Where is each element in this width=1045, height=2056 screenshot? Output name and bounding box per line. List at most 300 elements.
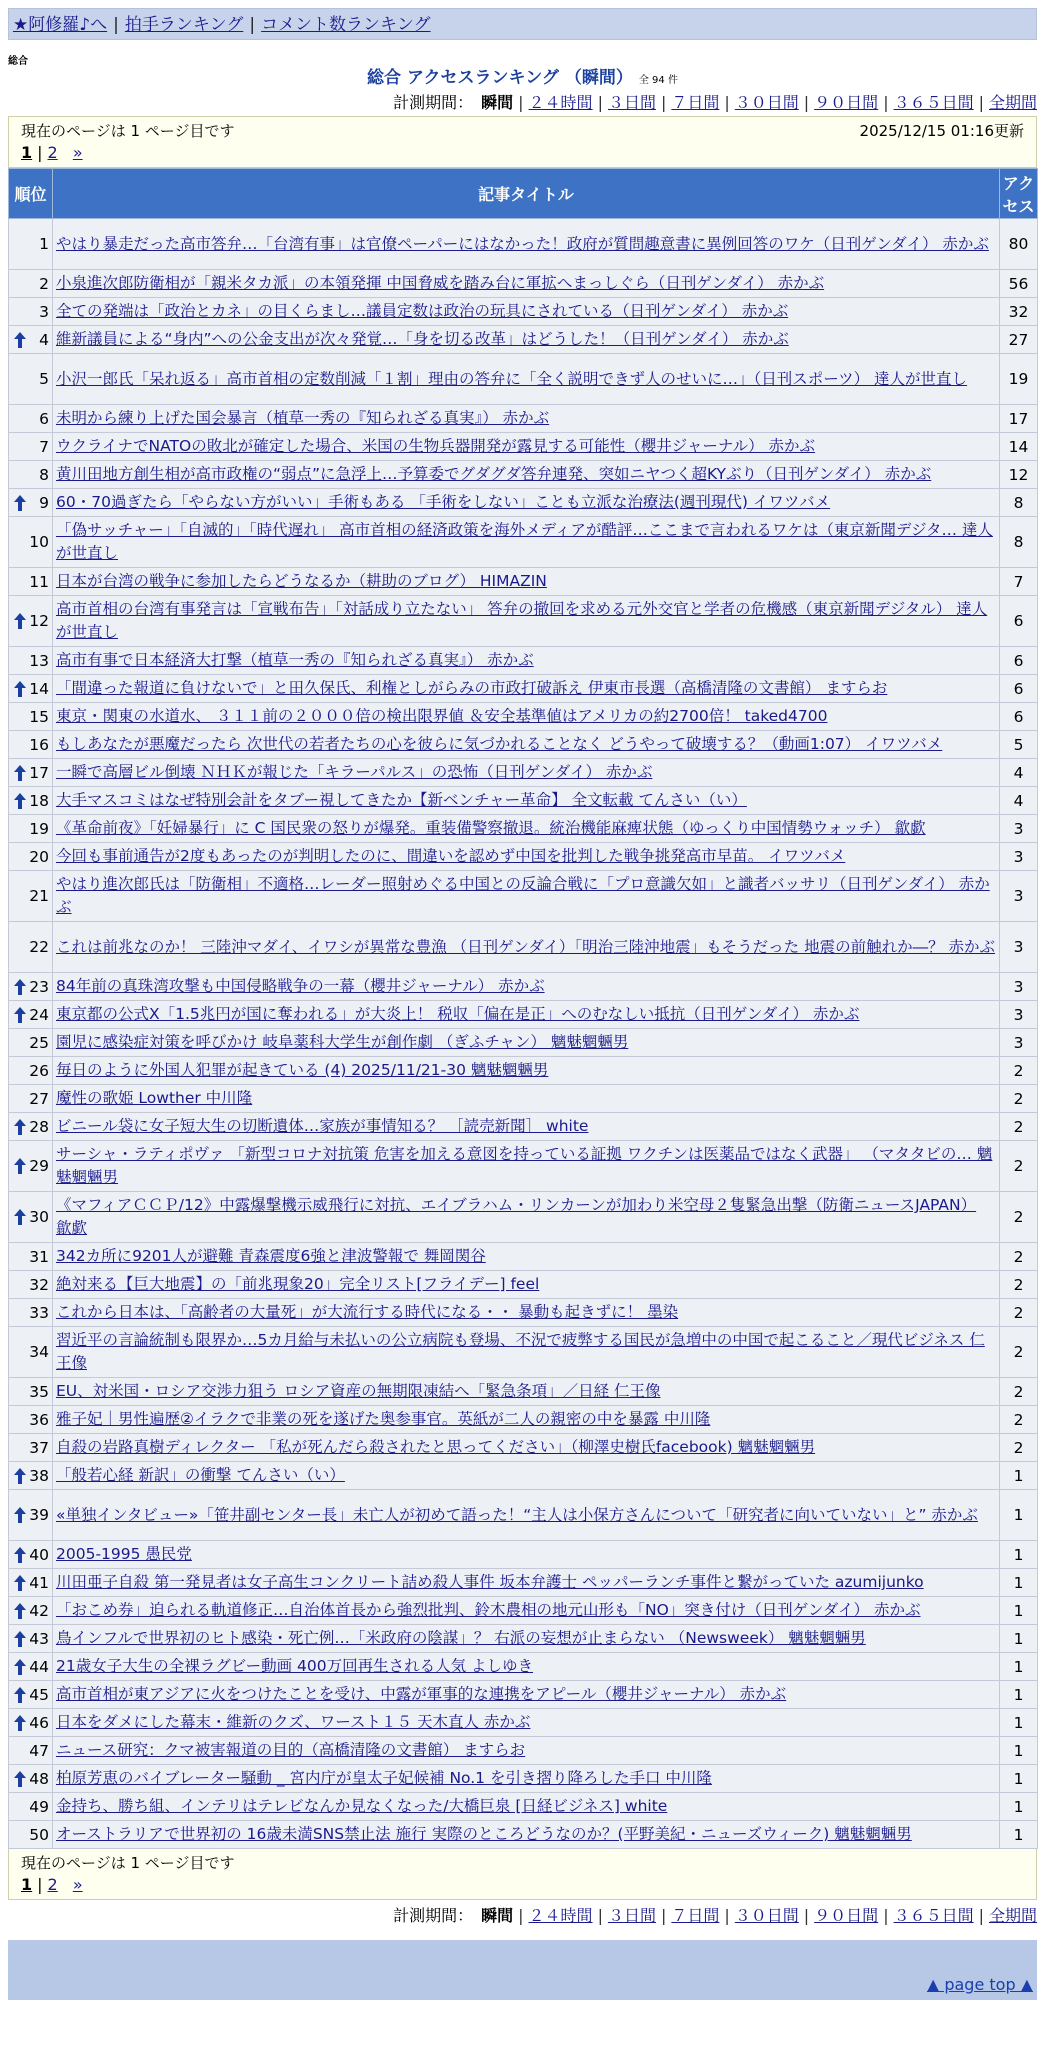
rank-number: 3 bbox=[39, 302, 49, 321]
page-top-link[interactable]: ▲ page top ▲ bbox=[926, 1975, 1033, 1994]
col-access-header: アクセス bbox=[1000, 169, 1038, 219]
access-count: 14 bbox=[1000, 433, 1038, 461]
rank-number: 28 bbox=[29, 1117, 49, 1136]
access-count: 1 bbox=[1000, 1462, 1038, 1490]
title-cell bbox=[53, 1681, 1000, 1709]
table-row bbox=[9, 703, 1038, 731]
table-row bbox=[9, 1653, 1038, 1681]
rank-number: 34 bbox=[29, 1343, 49, 1361]
rank-cell bbox=[9, 703, 53, 731]
period-label: 計測期間： bbox=[393, 1906, 474, 1925]
rank-number: 14 bbox=[29, 679, 49, 698]
rank-cell bbox=[9, 1141, 53, 1192]
article-link[interactable]: ニュース研究：クマ被害報道の目的（高橋清隆の文書館） ますらお bbox=[56, 1741, 526, 1759]
article-link[interactable]: 自殺の岩路真樹ディレクター 「私が死んだら殺されたと思ってください」（柳澤史樹氏facebook) 魑魅魍魎男 bbox=[56, 1438, 816, 1456]
period-sep: | bbox=[518, 1906, 524, 1925]
access-count: 1 bbox=[1000, 1569, 1038, 1597]
access-count: 56 bbox=[1000, 270, 1038, 298]
article-link[interactable]: 黄川田地方創生相が高市政権の“弱点”に急浮上…予算委でグダグダ答弁連発、突如ニヤつく超KYぶり（日刊ゲンダイ） 赤かぶ bbox=[56, 465, 932, 483]
article-link[interactable]: 柏原芳恵のバイブレーター騒動 _ 宮内庁が皇太子妃候補 No.1 を引き摺り降ろした手口 中川隆 bbox=[56, 1769, 712, 1787]
access-count: 1 bbox=[1000, 1541, 1038, 1569]
table-row bbox=[9, 433, 1038, 461]
rank-number: 42 bbox=[29, 1601, 49, 1620]
rank-cell bbox=[9, 759, 53, 787]
rank-up-icon bbox=[14, 1715, 26, 1731]
access-count: 32 bbox=[1000, 298, 1038, 326]
access-count: 3 bbox=[1000, 973, 1038, 1001]
rank-up-icon bbox=[14, 1631, 26, 1647]
access-count: 17 bbox=[1000, 405, 1038, 433]
table-row bbox=[9, 461, 1038, 489]
rank-number: 21 bbox=[29, 887, 49, 905]
title-cell bbox=[53, 1625, 1000, 1653]
title-cell bbox=[53, 922, 1000, 973]
title-cell bbox=[53, 815, 1000, 843]
bottom-period-7[interactable]: 全期間 bbox=[988, 1906, 1037, 1925]
rank-number: 8 bbox=[39, 465, 49, 484]
current-page-text: 現在のページは 1 ページ目です bbox=[21, 122, 235, 140]
article-link[interactable]: 大手マスコミはなぜ特別会計をタブー視してきたか【新ベンチャー革命】 全文転載 てんさい（い） bbox=[56, 791, 747, 809]
article-link[interactable]: 一瞬で高層ビル倒壊 ＮＨＫが報じた「キラーパルス」の恐怖（日刊ゲンダイ） 赤かぶ bbox=[56, 763, 653, 781]
title-cell bbox=[53, 1737, 1000, 1765]
access-count: 6 bbox=[1000, 675, 1038, 703]
rank-number: 44 bbox=[29, 1657, 49, 1676]
table-row bbox=[9, 1271, 1038, 1299]
page-info-bottom bbox=[8, 1849, 1037, 1900]
rank-up-icon bbox=[14, 495, 26, 511]
rank-number: 19 bbox=[29, 819, 49, 838]
rank-cell bbox=[9, 922, 53, 973]
top-period-7[interactable]: 全期間 bbox=[988, 93, 1037, 112]
rank-number: 18 bbox=[29, 791, 49, 810]
current-page-text: 現在のページは 1 ページ目です bbox=[21, 1854, 235, 1872]
article-link[interactable]: 習近平の言論統制も限界か…5カ月給与未払いの公立病院も登場、不況で疲弊する国民が急増中の中国で起こること／現代ビジネス 仁王像 bbox=[56, 1331, 985, 1372]
article-link[interactable]: «単独インタビュー»「笹井副センター長」未亡人が初めて語った！“主人は小保方さんについて「研究者に向いていない」と” 赤かぶ bbox=[56, 1505, 978, 1524]
title-cell bbox=[53, 1821, 1000, 1849]
access-count: 2 bbox=[1000, 1378, 1038, 1406]
period-sep: | bbox=[660, 93, 667, 112]
nav-sep: | bbox=[249, 15, 256, 35]
pager-page-link[interactable]: 2 bbox=[47, 1875, 58, 1894]
rank-number: 36 bbox=[29, 1410, 49, 1429]
table-row bbox=[9, 787, 1038, 815]
access-count: 1 bbox=[1000, 1681, 1038, 1709]
access-count: 2 bbox=[1000, 1192, 1038, 1243]
table-row bbox=[9, 1113, 1038, 1141]
title-cell bbox=[53, 461, 1000, 489]
access-count: 1 bbox=[1000, 1821, 1038, 1849]
article-link[interactable]: 高市首相の台湾有事発言は「宣戦布告」「対話成り立たない」 答弁の撤回を求める元外交官と学者の危機感（東京新聞デジタル） 達人が世直し bbox=[56, 600, 988, 641]
rank-cell bbox=[9, 731, 53, 759]
period-sep: | bbox=[660, 1906, 667, 1925]
period-sep: | bbox=[597, 93, 603, 112]
rank-up-icon bbox=[14, 1007, 26, 1023]
rank-cell bbox=[9, 787, 53, 815]
ranking-title: 総合 アクセスランキング （瞬間） bbox=[367, 68, 633, 88]
home-link[interactable]: ★阿修羅♪へ bbox=[13, 15, 108, 35]
table-row bbox=[9, 517, 1038, 568]
table-row bbox=[9, 1057, 1038, 1085]
rank-cell bbox=[9, 973, 53, 1001]
rank-cell bbox=[9, 1625, 53, 1653]
article-link[interactable]: 園児に感染症対策を呼びかけ 岐阜薬科大学生が創作劇 （ぎふチャン） 魑魅魍魎男 bbox=[56, 1033, 629, 1051]
rank-cell bbox=[9, 1327, 53, 1378]
title-cell bbox=[53, 1001, 1000, 1029]
title-cell bbox=[53, 1709, 1000, 1737]
rank-cell bbox=[9, 1793, 53, 1821]
page bbox=[8, 8, 1037, 2000]
rank-number: 27 bbox=[29, 1089, 49, 1108]
article-link[interactable]: 2005-1995 愚民党 bbox=[56, 1545, 192, 1563]
table-row bbox=[9, 326, 1038, 354]
access-count: 3 bbox=[1000, 871, 1038, 922]
rank-cell bbox=[9, 1406, 53, 1434]
title-cell bbox=[53, 1271, 1000, 1299]
title-cell bbox=[53, 973, 1000, 1001]
article-link[interactable]: 魔性の歌姫 Lowther 中川隆 bbox=[56, 1089, 253, 1107]
rank-cell bbox=[9, 1709, 53, 1737]
access-count: 27 bbox=[1000, 326, 1038, 354]
title-cell bbox=[53, 596, 1000, 647]
article-link[interactable]: ビニール袋に女子短大生の切断遺体…家族が事情知る？ ［読売新聞］ white bbox=[56, 1117, 589, 1135]
rank-cell bbox=[9, 270, 53, 298]
comment-ranking-link[interactable]: コメント数ランキング bbox=[261, 15, 431, 35]
title-cell bbox=[53, 703, 1000, 731]
top-period-1[interactable]: ２４時間 bbox=[528, 93, 593, 112]
rank-number: 17 bbox=[29, 763, 49, 782]
access-count: 3 bbox=[1000, 815, 1038, 843]
top-period-4[interactable]: ３０日間 bbox=[734, 93, 799, 112]
article-link[interactable]: 日本をダメにした幕末・維新のクズ、ワースト１５ 天木直人 赤かぶ bbox=[56, 1713, 531, 1731]
rank-cell bbox=[9, 1378, 53, 1406]
pager bbox=[21, 142, 1024, 164]
table-row bbox=[9, 1299, 1038, 1327]
table-row bbox=[9, 270, 1038, 298]
period-sep: | bbox=[978, 1906, 984, 1925]
rank-number: 2 bbox=[39, 274, 49, 293]
article-link[interactable]: 《革命前夜》「妊婦暴行」に C 国民衆の怒りが爆発。重装備警察撤退。統治機能麻痺状態（ゆっくり中国情勢ウォッチ） 歙歔 bbox=[56, 819, 926, 837]
top-period-6[interactable]: ３６５日間 bbox=[893, 93, 974, 112]
rank-cell bbox=[9, 871, 53, 922]
rank-up-icon bbox=[14, 1158, 26, 1174]
title-cell bbox=[53, 1327, 1000, 1378]
bottom-period-6[interactable]: ３６５日間 bbox=[893, 1906, 974, 1925]
period-sep: | bbox=[597, 1906, 603, 1925]
rank-number: 11 bbox=[29, 572, 49, 591]
article-link[interactable]: 高市有事で日本経済大打撃（植草一秀の『知られざる真実』） 赤かぶ bbox=[56, 651, 534, 669]
access-count: 1 bbox=[1000, 1490, 1038, 1541]
rank-up-icon bbox=[14, 1547, 26, 1563]
access-count: 2 bbox=[1000, 1085, 1038, 1113]
article-link[interactable]: 「偽サッチャー」「自滅的」「時代遅れ」 高市首相の経済政策を海外メディアが酷評…ここまで言われるワケは（東京新聞デジタ… 達人が世直し bbox=[56, 521, 993, 562]
col-rank-header: 順位 bbox=[9, 169, 53, 219]
access-count: 1 bbox=[1000, 1653, 1038, 1681]
rank-cell bbox=[9, 1113, 53, 1141]
pager-current: 1 bbox=[21, 1875, 33, 1894]
access-count: 1 bbox=[1000, 1625, 1038, 1653]
access-count: 1 bbox=[1000, 1709, 1038, 1737]
table-row bbox=[9, 922, 1038, 973]
rank-cell bbox=[9, 1029, 53, 1057]
rank-up-icon bbox=[14, 1209, 26, 1225]
table-row bbox=[9, 298, 1038, 326]
article-link[interactable]: 小沢一郎氏「呆れ返る」高市首相の定数削減「１割」理由の答弁に「全く説明できず人のせいに…」（日刊スポーツ） 達人が世直し bbox=[56, 369, 968, 388]
bottom-period-3[interactable]: ７日間 bbox=[671, 1906, 720, 1925]
article-link[interactable]: もしあなたが悪魔だったら 次世代の若者たちの心を彼らに気づかれることなく どうやって破壊する？（動画1:07） イワツバメ bbox=[56, 735, 943, 753]
rank-cell bbox=[9, 843, 53, 871]
table-row bbox=[9, 759, 1038, 787]
period-selector bbox=[8, 90, 1037, 116]
table-row bbox=[9, 489, 1038, 517]
rank-number: 24 bbox=[29, 1005, 49, 1024]
title-cell bbox=[53, 1462, 1000, 1490]
article-link[interactable]: 60・70過ぎたら「やらない方がいい」手術もある 「手術をしない」ことも立派な治療法(週刊現代) イワツバメ bbox=[56, 493, 831, 511]
access-count: 2 bbox=[1000, 1327, 1038, 1378]
article-link[interactable]: 毎日のように外国人犯罪が起きている (4) 2025/11/21-30 魑魅魍魎男 bbox=[56, 1061, 549, 1079]
table-row bbox=[9, 405, 1038, 433]
rank-cell bbox=[9, 326, 53, 354]
pager-sep: | bbox=[37, 143, 43, 162]
article-link[interactable]: 全ての発端は「政治とカネ」の目くらまし…議員定数は政治の玩具にされている（日刊ゲンダイ） 赤かぶ bbox=[56, 302, 789, 320]
access-count: 6 bbox=[1000, 647, 1038, 675]
table-row bbox=[9, 1192, 1038, 1243]
access-count: 2 bbox=[1000, 1243, 1038, 1271]
table-row bbox=[9, 1793, 1038, 1821]
title-cell bbox=[53, 1653, 1000, 1681]
updated-time: 2025/12/15 01:16更新 bbox=[859, 122, 1024, 140]
rank-cell bbox=[9, 433, 53, 461]
rank-cell bbox=[9, 1192, 53, 1243]
title-cell bbox=[53, 675, 1000, 703]
table-row bbox=[9, 1378, 1038, 1406]
rank-number: 35 bbox=[29, 1382, 49, 1401]
rank-number: 50 bbox=[29, 1825, 49, 1844]
period-sep: | bbox=[803, 1906, 810, 1925]
pager-next-link[interactable]: » bbox=[72, 143, 83, 162]
title-cell bbox=[53, 871, 1000, 922]
table-row bbox=[9, 1462, 1038, 1490]
rank-number: 37 bbox=[29, 1438, 49, 1457]
article-link[interactable]: 絶対来る【巨大地震】の「前兆現象20」完全リスト[フライデー] feel bbox=[56, 1275, 540, 1293]
access-count: 1 bbox=[1000, 1765, 1038, 1793]
table-row bbox=[9, 675, 1038, 703]
col-title-header: 記事タイトル bbox=[53, 169, 1000, 219]
title-cell bbox=[53, 568, 1000, 596]
top-period-2[interactable]: ３日間 bbox=[607, 93, 656, 112]
article-link[interactable]: やはり暴走だった高市答弁…「台湾有事」は官僚ペーパーにはなかった！政府が質問趣意書に異例回答のワケ（日刊ゲンダイ） 赤かぶ bbox=[56, 234, 989, 253]
rank-cell bbox=[9, 219, 53, 270]
title-cell bbox=[53, 433, 1000, 461]
bottom-period-4[interactable]: ３０日間 bbox=[734, 1906, 799, 1925]
title-cell bbox=[53, 1793, 1000, 1821]
article-link[interactable]: 「おこめ券」迫られる軌道修正…自治体首長から強烈批判、鈴木農相の地元山形も「NO」突き付け（日刊ゲンダイ） 赤かぶ bbox=[56, 1601, 921, 1619]
rank-cell bbox=[9, 1569, 53, 1597]
title-cell bbox=[53, 1434, 1000, 1462]
period-sep: | bbox=[724, 1906, 730, 1925]
rank-cell bbox=[9, 1821, 53, 1849]
article-link[interactable]: 金持ち、勝ち組、インテリはテレビなんか見なくなった/大橋巨泉 [日経ビジネス] white bbox=[56, 1797, 668, 1815]
rank-cell bbox=[9, 1243, 53, 1271]
article-link[interactable]: 日本が台湾の戦争に参加したらどうなるか（耕助のブログ） HIMAZIN bbox=[56, 572, 547, 590]
title-cell bbox=[53, 647, 1000, 675]
rank-number: 41 bbox=[29, 1573, 49, 1592]
article-link[interactable]: ウクライナでNATOの敗北が確定した場合、米国の生物兵器開発が露見する可能性（櫻井ジャーナル） 赤かぶ bbox=[56, 437, 816, 455]
period-selector-bottom bbox=[8, 1902, 1037, 1930]
article-link[interactable]: 雅子妃｜男性遍歴②イラクで非業の死を遂げた奥参事官。英紙が二人の親密の中を暴露 中川隆 bbox=[56, 1410, 711, 1428]
bottom-period-2[interactable]: ３日間 bbox=[607, 1906, 656, 1925]
rank-cell bbox=[9, 1737, 53, 1765]
article-link[interactable]: やはり進次郎氏は「防衛相」不適格…レーダー照射めぐる中国との反論合戦に「プロ意識欠如」と識者バッサリ（日刊ゲンダイ） 赤かぶ bbox=[56, 875, 990, 916]
rank-up-icon bbox=[14, 1687, 26, 1703]
access-count: 2 bbox=[1000, 1057, 1038, 1085]
table-row bbox=[9, 1541, 1038, 1569]
table-row bbox=[9, 1597, 1038, 1625]
access-count: 3 bbox=[1000, 1001, 1038, 1029]
rank-number: 5 bbox=[39, 370, 49, 388]
rank-up-icon bbox=[14, 1659, 26, 1675]
title-cell bbox=[53, 1299, 1000, 1327]
access-count: 4 bbox=[1000, 759, 1038, 787]
table-row bbox=[9, 1821, 1038, 1849]
page-top bbox=[8, 1970, 1037, 2000]
ranking-rows bbox=[9, 219, 1038, 1849]
rank-number: 39 bbox=[29, 1506, 49, 1524]
rank-cell bbox=[9, 815, 53, 843]
bottom-period-5[interactable]: ９０日間 bbox=[814, 1906, 879, 1925]
rank-number: 31 bbox=[29, 1247, 49, 1266]
rank-up-icon bbox=[14, 765, 26, 781]
rank-number: 49 bbox=[29, 1797, 49, 1816]
table-row bbox=[9, 815, 1038, 843]
rank-cell bbox=[9, 1681, 53, 1709]
title-cell bbox=[53, 1490, 1000, 1541]
rank-cell bbox=[9, 298, 53, 326]
table-row bbox=[9, 1406, 1038, 1434]
access-count: 2 bbox=[1000, 1406, 1038, 1434]
title-cell bbox=[53, 326, 1000, 354]
article-link[interactable]: オーストラリアで世界初の 16歳未満SNS禁止法 施行 実際のところどうなのか？(平野美紀・ニューズウィーク) 魑魅魍魎男 bbox=[56, 1825, 912, 1843]
rank-number: 45 bbox=[29, 1685, 49, 1704]
top-period-5[interactable]: ９０日間 bbox=[814, 93, 879, 112]
article-link[interactable]: 342カ所に9201人が避難 青森震度6強と津波警報で 舞岡関谷 bbox=[56, 1247, 486, 1265]
rank-up-icon bbox=[14, 332, 26, 348]
top-period-0: 瞬間 bbox=[481, 93, 514, 112]
table-row bbox=[9, 1327, 1038, 1378]
title-cell bbox=[53, 843, 1000, 871]
table-row bbox=[9, 1001, 1038, 1029]
rank-number: 4 bbox=[39, 330, 49, 349]
table-row bbox=[9, 596, 1038, 647]
rank-up-icon bbox=[14, 793, 26, 809]
article-link[interactable]: これから日本は、「高齢者の大量死」が大流行する時代になる・・ 暴動も起きずに！ 墨染 bbox=[56, 1303, 679, 1321]
top-period-3[interactable]: ７日間 bbox=[671, 93, 720, 112]
article-link[interactable]: 84年前の真珠湾攻撃も中国侵略戦争の一幕（櫻井ジャーナル） 赤かぶ bbox=[56, 977, 545, 995]
rank-number: 6 bbox=[39, 409, 49, 428]
rank-number: 22 bbox=[29, 938, 49, 956]
article-link[interactable]: EU、対米国・ロシア交渉力狙う ロシア資産の無期限凍結へ「緊急条項」／日経 仁王像 bbox=[56, 1382, 661, 1400]
article-link[interactable]: 今回も事前通告が2度もあったのが判明したのに、間違いを認めず中国を批判した戦争挑発高市早苗。 イワツバメ bbox=[56, 847, 846, 865]
rank-up-icon bbox=[14, 979, 26, 995]
article-link[interactable]: 川田亜子自殺 第一発見者は女子高生コンクリート詰め殺人事件 坂本弁護士 ペッパーランチ事件と繋がっていた azumijunko bbox=[56, 1573, 924, 1591]
period-sep: | bbox=[978, 93, 984, 112]
table-row bbox=[9, 731, 1038, 759]
rank-number: 10 bbox=[29, 533, 49, 551]
rank-number: 15 bbox=[29, 707, 49, 726]
title-cell bbox=[53, 1406, 1000, 1434]
clap-ranking-link[interactable]: 拍手ランキング bbox=[124, 15, 244, 35]
title-cell bbox=[53, 354, 1000, 405]
table-row bbox=[9, 1681, 1038, 1709]
article-link[interactable]: 東京・関東の水道水、 ３１１前の２０００倍の検出限界値 ＆安全基準値はアメリカの約2700倍！ taked4700 bbox=[56, 707, 828, 725]
rank-number: 48 bbox=[29, 1769, 49, 1788]
title-cell bbox=[53, 298, 1000, 326]
article-link[interactable]: 鳥インフルで世界初のヒト感染・死亡例…「米政府の陰謀」？ 右派の妄想が止まらない （Newsweek） 魑魅魍魎男 bbox=[56, 1629, 866, 1647]
article-link[interactable]: 《マフィアＣＣＰ/12》中露爆撃機示威飛行に対抗、エイブラハム・リンカーンが加わり米空母２隻緊急出撃（防衛ニュースJAPAN） 歙歔 bbox=[56, 1196, 977, 1237]
article-link[interactable]: 小泉進次郎防衛相が「親米タカ派」の本領発揮 中国脅威を踏み台に軍拡へまっしぐら（日刊ゲンダイ） 赤かぶ bbox=[56, 274, 825, 292]
access-count: 4 bbox=[1000, 787, 1038, 815]
top-nav bbox=[8, 8, 1037, 40]
access-count: 1 bbox=[1000, 1597, 1038, 1625]
rank-up-icon bbox=[14, 1575, 26, 1591]
rank-cell bbox=[9, 1001, 53, 1029]
article-link[interactable]: 高市首相が東アジアに火をつけたことを受け、中露が軍事的な連携をアピール（櫻井ジャーナル） 赤かぶ bbox=[56, 1685, 787, 1703]
pager-page-link[interactable]: 2 bbox=[47, 143, 58, 162]
title-cell bbox=[53, 1113, 1000, 1141]
table-row bbox=[9, 1490, 1038, 1541]
rank-number: 16 bbox=[29, 735, 49, 754]
table-row bbox=[9, 1085, 1038, 1113]
nav-sep: | bbox=[113, 15, 119, 35]
pager-sep: | bbox=[37, 1875, 43, 1894]
table-row bbox=[9, 647, 1038, 675]
article-link[interactable]: 維新議員による“身内”への公金支出が次々発覚…「身を切る改革」はどうした！（日刊ゲンダイ） 赤かぶ bbox=[56, 330, 789, 348]
article-link[interactable]: 「般若心経 新訳」の衝撃 てんさい（い） bbox=[56, 1466, 345, 1484]
rank-number: 40 bbox=[29, 1545, 49, 1564]
article-link[interactable]: 21歳女子大生の全裸ラグビー動画 400万回再生される人気 よしゆき bbox=[56, 1657, 534, 1675]
access-count: 6 bbox=[1000, 596, 1038, 647]
title-cell bbox=[53, 517, 1000, 568]
rank-number: 38 bbox=[29, 1466, 49, 1485]
article-link[interactable]: これは前兆なのか！ 三陸沖マダイ、イワシが異常な豊漁 （日刊ゲンダイ）「明治三陸沖地震」もそうだった 地震の前触れか―？ 赤かぶ bbox=[56, 937, 996, 956]
period-sep: | bbox=[518, 93, 524, 112]
access-count: 5 bbox=[1000, 731, 1038, 759]
rank-cell bbox=[9, 675, 53, 703]
title-cell bbox=[53, 405, 1000, 433]
rank-up-icon bbox=[14, 681, 26, 697]
article-link[interactable]: 「間違った報道に負けないで」と田久保氏、利権としがらみの市政打破訴え 伊東市長選（高橋清隆の文書館） ますらお bbox=[56, 679, 888, 697]
table-row bbox=[9, 1625, 1038, 1653]
article-link[interactable]: 未明から練り上げた国会暴言（植草一秀の『知られざる真実』） 赤かぶ bbox=[56, 409, 550, 427]
table-row bbox=[9, 973, 1038, 1001]
bottom-period-1[interactable]: ２４時間 bbox=[528, 1906, 593, 1925]
rank-up-icon bbox=[14, 613, 26, 629]
table-row bbox=[9, 1569, 1038, 1597]
access-count: 3 bbox=[1000, 922, 1038, 973]
pager-next-link[interactable]: » bbox=[72, 1875, 83, 1894]
rank-number: 47 bbox=[29, 1741, 49, 1760]
access-count: 3 bbox=[1000, 843, 1038, 871]
rank-cell bbox=[9, 1597, 53, 1625]
access-count: 3 bbox=[1000, 1029, 1038, 1057]
rank-cell bbox=[9, 1299, 53, 1327]
article-link[interactable]: サーシャ・ラティポヴァ 「新型コロナ対抗策 危害を加える意図を持っている証拠 ワクチンは医薬品ではなく武器」 （マタタビの… 魑魅魍魎男 bbox=[56, 1145, 993, 1186]
title-cell bbox=[53, 1765, 1000, 1793]
rank-cell bbox=[9, 596, 53, 647]
title-cell bbox=[53, 489, 1000, 517]
access-count: 1 bbox=[1000, 1793, 1038, 1821]
article-link[interactable]: 東京都の公式X「1.5兆円が国に奪われる」が大炎上！ 税収「偏在是正」へのむなしい抵抗（日刊ゲンダイ） 赤かぶ bbox=[56, 1005, 860, 1023]
table-row bbox=[9, 1737, 1038, 1765]
